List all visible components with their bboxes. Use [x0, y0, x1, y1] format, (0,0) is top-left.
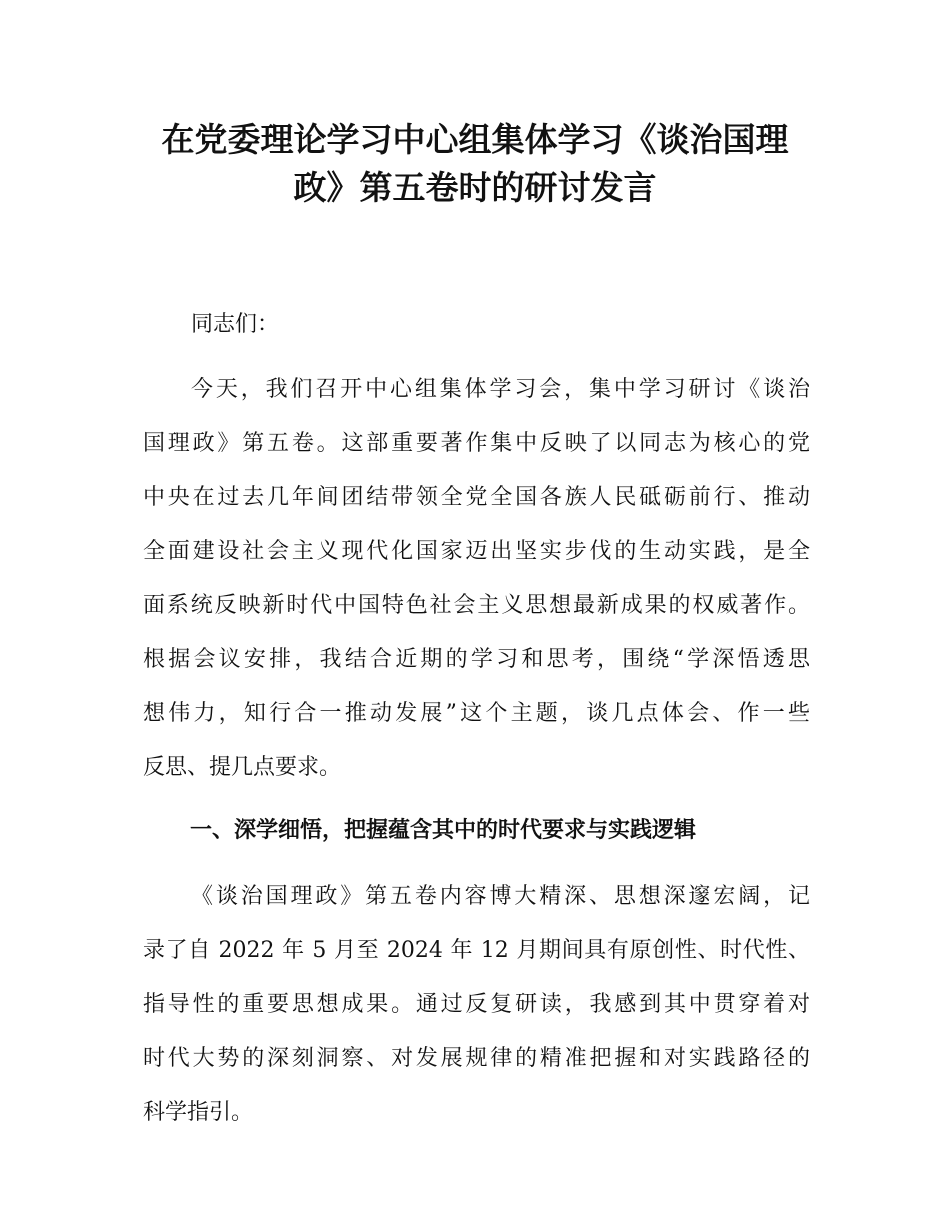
section-heading-1: 一、深学细悟，把握蕴含其中的时代要求与实践逻辑 [190, 818, 697, 843]
paragraph-line: 根据会议安排，我结合近期的学习和思考，围绕“学深悟透思 [143, 647, 810, 672]
paragraph-line: 中央在过去几年间团结带领全党全国各族人民砥砺前行、推动 [143, 485, 810, 510]
paragraph-section-1 [143, 870, 810, 1140]
document-title [120, 116, 830, 212]
paragraph-line: 录了自 2022 年 5 月至 2024 年 12 月期间具有原创性、时代性、 [143, 938, 810, 963]
title-line-2: 政》第五卷时的研讨发言 [293, 168, 657, 207]
paragraph-line: 今天，我们召开中心组集体学习会，集中学习研讨《谈治 [191, 377, 810, 402]
paragraph-line: 反思、提几点要求。 [143, 755, 342, 780]
paragraph-line: 科学指引。 [143, 1100, 254, 1125]
paragraph-line: 国理政》第五卷。这部重要著作集中反映了以同志为核心的党 [143, 431, 810, 456]
salutation-text: 同志们： [191, 312, 280, 337]
paragraph-intro [143, 363, 810, 795]
salutation [143, 298, 810, 352]
paragraph-line: 全面建设社会主义现代化国家迈出坚实步伐的生动实践，是全 [143, 539, 810, 564]
paragraph-line: 想伟力，知行合一推动发展”这个主题，谈几点体会、作一些 [143, 701, 810, 726]
paragraph-line: 时代大势的深刻洞察、对发展规律的精准把握和对实践路径的 [143, 1046, 810, 1071]
paragraph-line: 《谈治国理政》第五卷内容博大精深、思想深邃宏阔，记 [191, 884, 810, 909]
title-line-1: 在党委理论学习中心组集体学习《谈治国理 [161, 120, 789, 159]
paragraph-line: 指导性的重要思想成果。通过反复研读，我感到其中贯穿着对 [143, 992, 810, 1017]
paragraph-line: 面系统反映新时代中国特色社会主义思想最新成果的权威著作。 [143, 593, 810, 618]
